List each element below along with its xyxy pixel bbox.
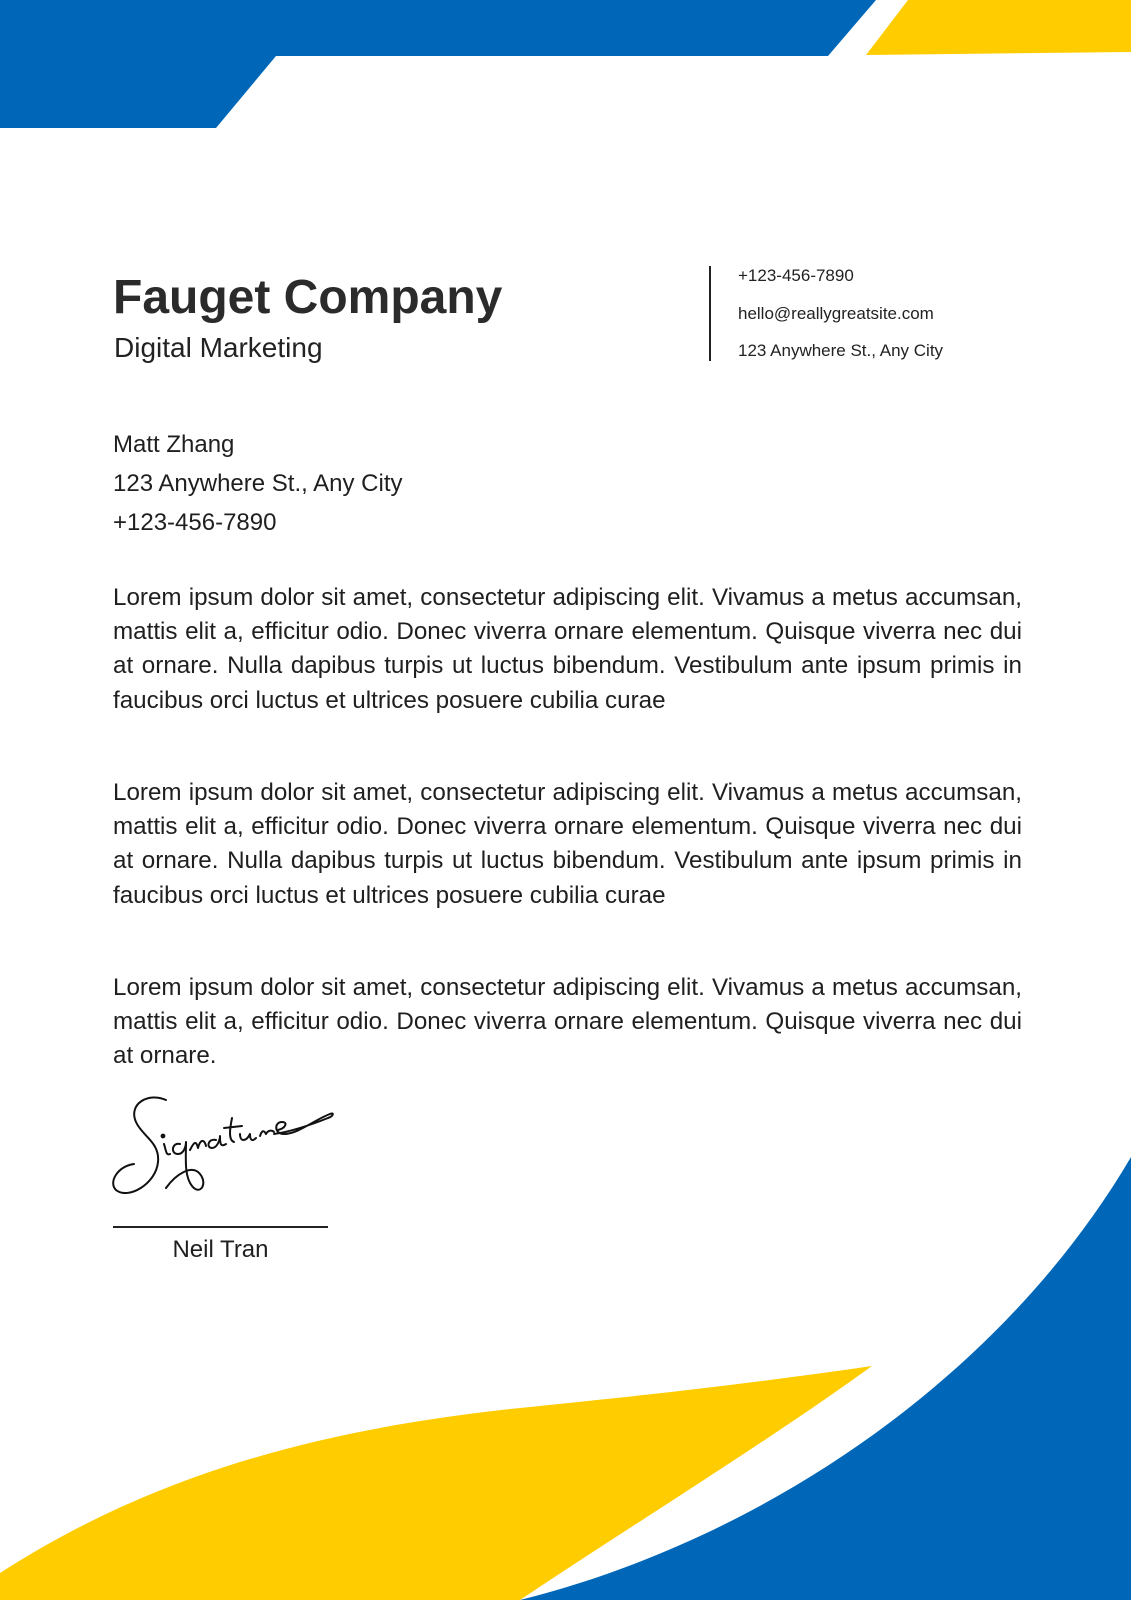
signer-name: Neil Tran	[172, 1236, 269, 1263]
header-divider	[709, 266, 711, 361]
bottom-blue-swoosh	[520, 1157, 1131, 1600]
top-blue-band	[0, 0, 876, 128]
handwritten-signature	[108, 1092, 338, 1212]
contact-address: 123 Anywhere St., Any City	[738, 341, 944, 360]
body-paragraph: Lorem ipsum dolor sit amet, consectetur adipiscing elit. Vivamus a metus accumsan, mattis elit a, efficitur odio. Donec viverra ornare elementum. Quisque viverra nec dui at ornare. Nulla dapibus turpis ut luctus bibendum. Vestibulum ante ipsum primis in faucibus orci luctus et ultrices posuere cubilia curae	[113, 779, 1022, 909]
contact-phone: +123-456-7890	[738, 266, 854, 285]
body-paragraph: Lorem ipsum dolor sit amet, consectetur adipiscing elit. Vivamus a metus accumsan, mattis elit a, efficitur odio. Donec viverra ornare elementum. Quisque viverra nec dui at ornare.	[113, 974, 1022, 1070]
body-paragraph: Lorem ipsum dolor sit amet, consectetur adipiscing elit. Vivamus a metus accumsan, mattis elit a, efficitur odio. Donec viverra ornare elementum. Quisque viverra nec dui at ornare. Nulla dapibus turpis ut luctus bibendum. Vestibulum ante ipsum primis in faucibus orci luctus et ultrices posuere cubilia curae	[113, 584, 1022, 714]
contact-email: hello@reallygreatsite.com	[738, 304, 934, 323]
recipient-address: 123 Anywhere St., Any City	[113, 470, 403, 497]
top-yellow-band	[866, 0, 1131, 55]
company-tagline: Digital Marketing	[114, 332, 323, 363]
recipient-phone: +123-456-7890	[113, 509, 277, 536]
signature-line	[113, 1226, 328, 1228]
company-name: Fauget Company	[113, 271, 503, 324]
recipient-name: Matt Zhang	[113, 431, 235, 458]
bottom-yellow-swoosh	[0, 1366, 872, 1600]
